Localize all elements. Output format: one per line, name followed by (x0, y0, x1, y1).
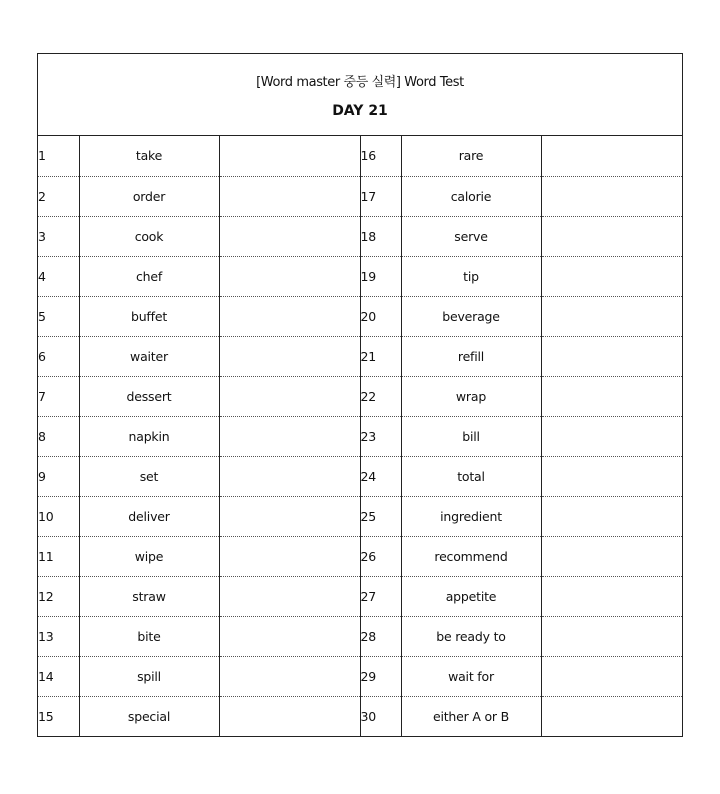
table-row (38, 616, 682, 656)
vocab-word: deliver (79, 496, 219, 536)
item-number: 8 (38, 416, 79, 456)
answer-cell[interactable] (219, 256, 360, 296)
word-table-body (38, 136, 682, 736)
item-number: 6 (38, 336, 79, 376)
item-number: 30 (360, 696, 401, 736)
item-number: 20 (360, 296, 401, 336)
vocab-word: ingredient (401, 496, 541, 536)
vocab-word: tip (401, 256, 541, 296)
test-title: [Word master 중등 실력] Word Test (256, 75, 464, 90)
vocab-word: take (79, 136, 219, 176)
vocab-word: be ready to (401, 616, 541, 656)
vocab-word: beverage (401, 296, 541, 336)
vocab-word: dessert (79, 376, 219, 416)
vocab-word: wrap (401, 376, 541, 416)
answer-cell[interactable] (219, 176, 360, 216)
table-row (38, 336, 682, 376)
vocab-word: straw (79, 576, 219, 616)
answer-cell[interactable] (541, 336, 682, 376)
item-number: 22 (360, 376, 401, 416)
table-row (38, 176, 682, 216)
answer-cell[interactable] (219, 136, 360, 176)
vocab-word: order (79, 176, 219, 216)
answer-cell[interactable] (219, 656, 360, 696)
item-number: 26 (360, 536, 401, 576)
answer-cell[interactable] (219, 696, 360, 736)
table-row (38, 416, 682, 456)
vocab-word: bill (401, 416, 541, 456)
item-number: 12 (38, 576, 79, 616)
table-row (38, 496, 682, 536)
vocab-word: appetite (401, 576, 541, 616)
answer-cell[interactable] (219, 456, 360, 496)
answer-cell[interactable] (219, 536, 360, 576)
vocab-word: total (401, 456, 541, 496)
item-number: 9 (38, 456, 79, 496)
vocab-word: waiter (79, 336, 219, 376)
answer-cell[interactable] (541, 456, 682, 496)
table-row (38, 576, 682, 616)
vocab-word: spill (79, 656, 219, 696)
item-number: 19 (360, 256, 401, 296)
answer-cell[interactable] (541, 176, 682, 216)
item-number: 28 (360, 616, 401, 656)
table-row (38, 456, 682, 496)
item-number: 25 (360, 496, 401, 536)
vocab-word: either A or B (401, 696, 541, 736)
item-number: 21 (360, 336, 401, 376)
answer-cell[interactable] (219, 576, 360, 616)
item-number: 10 (38, 496, 79, 536)
answer-cell[interactable] (541, 536, 682, 576)
item-number: 7 (38, 376, 79, 416)
answer-cell[interactable] (219, 376, 360, 416)
item-number: 24 (360, 456, 401, 496)
word-table (38, 136, 682, 736)
table-row (38, 296, 682, 336)
item-number: 4 (38, 256, 79, 296)
vocab-word: bite (79, 616, 219, 656)
answer-cell[interactable] (541, 656, 682, 696)
answer-cell[interactable] (219, 216, 360, 256)
item-number: 5 (38, 296, 79, 336)
vocab-word: special (79, 696, 219, 736)
answer-cell[interactable] (219, 296, 360, 336)
table-row (38, 376, 682, 416)
answer-cell[interactable] (541, 416, 682, 456)
answer-cell[interactable] (541, 696, 682, 736)
answer-cell[interactable] (541, 576, 682, 616)
table-row (38, 656, 682, 696)
table-row (38, 256, 682, 296)
item-number: 1 (38, 136, 79, 176)
item-number: 14 (38, 656, 79, 696)
item-number: 15 (38, 696, 79, 736)
vocab-word: rare (401, 136, 541, 176)
vocab-word: recommend (401, 536, 541, 576)
answer-cell[interactable] (219, 616, 360, 656)
item-number: 18 (360, 216, 401, 256)
table-row (38, 536, 682, 576)
vocab-word: napkin (79, 416, 219, 456)
table-row (38, 136, 682, 176)
item-number: 29 (360, 656, 401, 696)
item-number: 16 (360, 136, 401, 176)
answer-cell[interactable] (541, 256, 682, 296)
item-number: 13 (38, 616, 79, 656)
table-row (38, 216, 682, 256)
item-number: 3 (38, 216, 79, 256)
answer-cell[interactable] (541, 376, 682, 416)
day-label: DAY 21 (332, 103, 388, 119)
answer-cell[interactable] (541, 616, 682, 656)
vocab-word: chef (79, 256, 219, 296)
item-number: 2 (38, 176, 79, 216)
vocab-word: cook (79, 216, 219, 256)
answer-cell[interactable] (219, 416, 360, 456)
answer-cell[interactable] (541, 296, 682, 336)
answer-cell[interactable] (219, 336, 360, 376)
word-test-sheet (37, 53, 683, 737)
vocab-word: refill (401, 336, 541, 376)
item-number: 27 (360, 576, 401, 616)
answer-cell[interactable] (541, 136, 682, 176)
item-number: 17 (360, 176, 401, 216)
table-row (38, 696, 682, 736)
vocab-word: wipe (79, 536, 219, 576)
vocab-word: serve (401, 216, 541, 256)
answer-cell[interactable] (541, 216, 682, 256)
item-number: 11 (38, 536, 79, 576)
answer-cell[interactable] (541, 496, 682, 536)
answer-cell[interactable] (219, 496, 360, 536)
item-number: 23 (360, 416, 401, 456)
vocab-word: wait for (401, 656, 541, 696)
vocab-word: set (79, 456, 219, 496)
vocab-word: buffet (79, 296, 219, 336)
test-header (38, 54, 682, 136)
vocab-word: calorie (401, 176, 541, 216)
